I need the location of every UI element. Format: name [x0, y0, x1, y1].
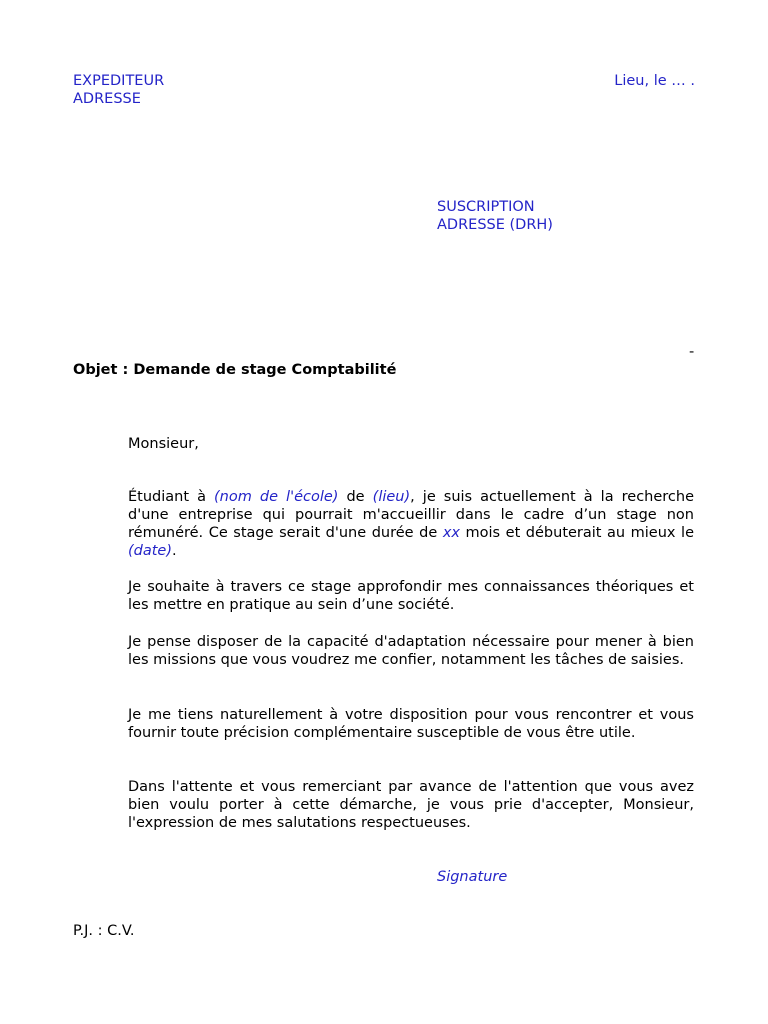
place-date: Lieu, le … . [614, 73, 695, 89]
date-placeholder: (date) [128, 543, 173, 559]
paragraph-goals: Je souhaite à travers ce stage approfondir mes connaissances théoriques et les mettre en pratique au sein d’une société. [128, 579, 694, 613]
subject-line: Objet : Demande de stage Comptabilité [73, 362, 397, 378]
signature: Signature [437, 869, 508, 885]
recipient-name: SUSCRIPTION [437, 199, 535, 215]
paragraph-skills: Je pense disposer de la capacité d'adaptation nécessaire pour mener à bien les missions que vous voudrez me confier, notamment les tâches de saisies. [128, 634, 694, 668]
paragraph-availability: Je me tiens naturellement à votre disposition pour vous rencontrer et vous fournir toute précision complémentaire susceptible de vous être utile. [128, 707, 694, 741]
para1-text1: Étudiant à [128, 489, 214, 505]
paragraph-closing: Dans l'attente et vous remerciant par avance de l'attention que vous avez bien voulu porter à cette démarche, je vous prie d'accepter, Monsieur, l'expression de mes salutations respectueuses. [128, 779, 694, 831]
dash-mark: - [689, 344, 695, 360]
paragraph-intro [128, 488, 694, 560]
para1-text5: . [172, 543, 177, 559]
recipient-address: ADRESSE (DRH) [437, 217, 553, 233]
salutation: Monsieur, [128, 436, 199, 452]
para1-text2: de [338, 489, 373, 505]
para1-text3: , je suis actuellement à la recherche d'une entreprise qui pourrait m'accueillir dans le cadre d’un stage non rémunéré. Ce stage serait d'une durée de [128, 489, 695, 541]
place-placeholder: (lieu) [372, 489, 411, 505]
sender-name: EXPEDITEUR [73, 73, 165, 89]
sender-block [73, 72, 164, 108]
sender-address: ADRESSE [73, 91, 141, 107]
recipient-block [437, 198, 553, 234]
school-placeholder: (nom de l'école) [214, 489, 339, 505]
para1-text4: mois et débuterait au mieux le [459, 525, 694, 541]
months-placeholder: xx [442, 525, 460, 541]
attachment-note: P.J. : C.V. [73, 923, 135, 939]
